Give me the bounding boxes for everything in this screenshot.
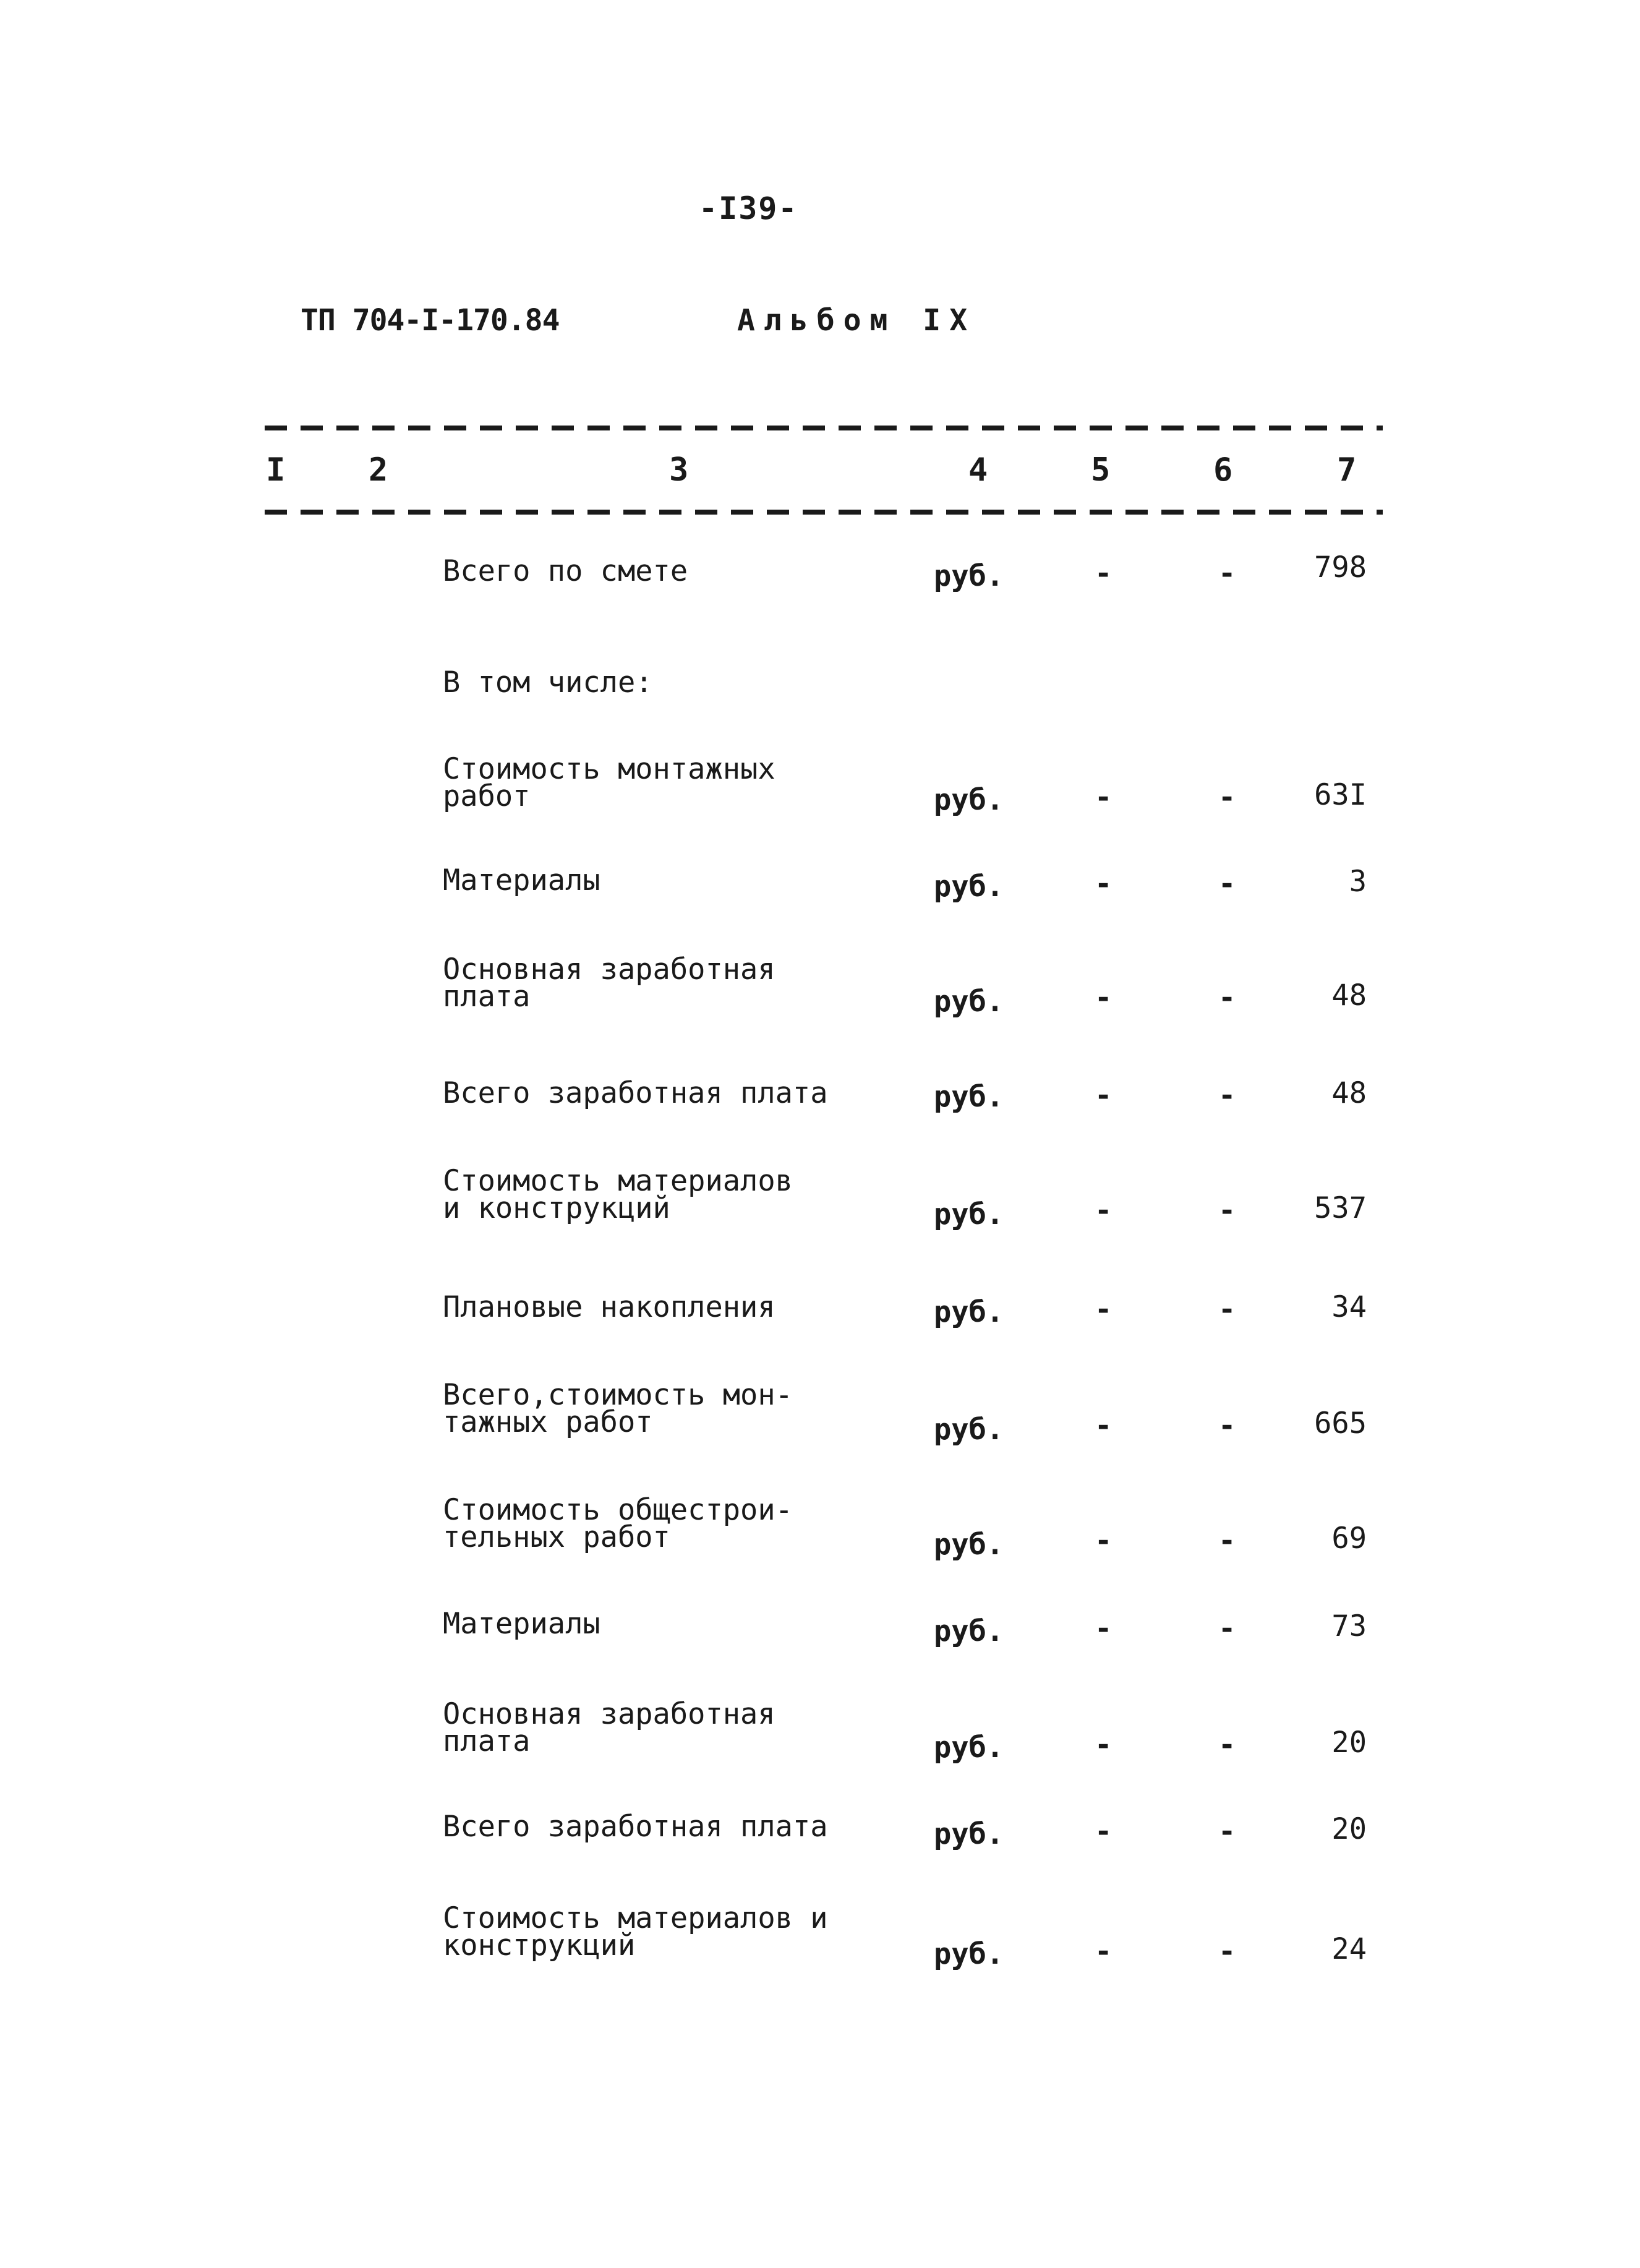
column-header-2: 2 xyxy=(369,451,388,489)
column-header-3: 3 xyxy=(669,451,689,489)
table-header-rule xyxy=(265,510,1383,515)
row-col5: - xyxy=(1095,1815,1113,1849)
row-name: Всего заработная плата xyxy=(443,1810,828,1844)
column-header-1: I xyxy=(266,451,286,489)
row-name: Всего,стоимость мон- тажных работ xyxy=(443,1378,793,1439)
row-unit: руб. xyxy=(934,1817,1004,1851)
row-name: Стоимость общестрои- тельных работ xyxy=(443,1493,793,1554)
row-unit: руб. xyxy=(934,1295,1004,1329)
row-value: 798 xyxy=(1314,550,1367,584)
row-unit: руб. xyxy=(934,1197,1004,1231)
row-col6: - xyxy=(1218,557,1236,591)
row-name: Всего по смете xyxy=(443,554,688,588)
table-top-rule xyxy=(265,426,1383,430)
row-value: 3 xyxy=(1349,865,1367,899)
album-title: Альбом IX xyxy=(737,303,976,338)
row-value: 20 xyxy=(1331,1812,1367,1846)
row-name: Стоимость материалов и конструкций xyxy=(443,1164,793,1225)
row-name: Материалы xyxy=(443,1607,600,1641)
row-col6: - xyxy=(1218,1524,1236,1558)
row-unit: руб. xyxy=(934,1528,1004,1562)
row-col5: - xyxy=(1095,867,1113,901)
row-col5: - xyxy=(1095,781,1113,815)
row-unit: руб. xyxy=(934,1413,1004,1447)
row-unit: руб. xyxy=(934,1731,1004,1765)
row-col5: - xyxy=(1095,1079,1113,1113)
row-col6: - xyxy=(1218,981,1236,1015)
row-col6: - xyxy=(1218,1935,1236,1969)
row-col5: - xyxy=(1095,1194,1113,1228)
row-value: 34 xyxy=(1331,1290,1367,1324)
row-unit: руб. xyxy=(934,870,1004,904)
row-name: Стоимость материалов и конструкций xyxy=(443,1901,828,1962)
row-name: Всего заработная плата xyxy=(443,1076,828,1110)
row-name: Основная заработная плата xyxy=(443,952,775,1014)
row-col6: - xyxy=(1218,1194,1236,1228)
row-name: Основная заработная плата xyxy=(443,1697,775,1758)
row-unit: руб. xyxy=(934,985,1004,1019)
page-number: -I39- xyxy=(699,190,798,226)
row-col5: - xyxy=(1095,1524,1113,1558)
row-unit: руб. xyxy=(934,1614,1004,1648)
row-value: 665 xyxy=(1314,1406,1367,1440)
row-col6: - xyxy=(1218,1409,1236,1443)
row-value: 48 xyxy=(1331,978,1367,1012)
row-value: 48 xyxy=(1331,1076,1367,1110)
column-header-7: 7 xyxy=(1337,451,1357,489)
row-value: 24 xyxy=(1331,1932,1367,1966)
row-col5: - xyxy=(1095,1612,1113,1646)
row-col6: - xyxy=(1218,1293,1236,1327)
row-col6: - xyxy=(1218,1815,1236,1849)
row-name: Плановые накопления xyxy=(443,1290,775,1324)
row-col6: - xyxy=(1218,1728,1236,1762)
row-col6: - xyxy=(1218,867,1236,901)
row-unit: руб. xyxy=(934,1080,1004,1114)
row-unit: руб. xyxy=(934,1937,1004,1971)
row-col5: - xyxy=(1095,1293,1113,1327)
row-name: В том числе: xyxy=(443,665,653,700)
row-name: Материалы xyxy=(443,863,600,897)
row-col5: - xyxy=(1095,1728,1113,1762)
column-header-5: 5 xyxy=(1091,451,1111,489)
row-value: 63I xyxy=(1314,778,1367,812)
row-value: 69 xyxy=(1331,1521,1367,1556)
row-col6: - xyxy=(1218,1079,1236,1113)
row-col5: - xyxy=(1095,1935,1113,1969)
row-col6: - xyxy=(1218,1612,1236,1646)
row-unit: руб. xyxy=(934,559,1004,593)
row-value: 537 xyxy=(1314,1191,1367,1225)
row-value: 20 xyxy=(1331,1726,1367,1760)
document-code: ТП 704-I-170.84 xyxy=(301,303,560,338)
column-header-4: 4 xyxy=(968,451,988,489)
row-col6: - xyxy=(1218,781,1236,815)
row-col5: - xyxy=(1095,981,1113,1015)
row-col5: - xyxy=(1095,557,1113,591)
column-header-6: 6 xyxy=(1213,451,1233,489)
row-name: Стоимость монтажных работ xyxy=(443,752,775,813)
row-col5: - xyxy=(1095,1409,1113,1443)
row-unit: руб. xyxy=(934,783,1004,817)
row-value: 73 xyxy=(1331,1609,1367,1643)
